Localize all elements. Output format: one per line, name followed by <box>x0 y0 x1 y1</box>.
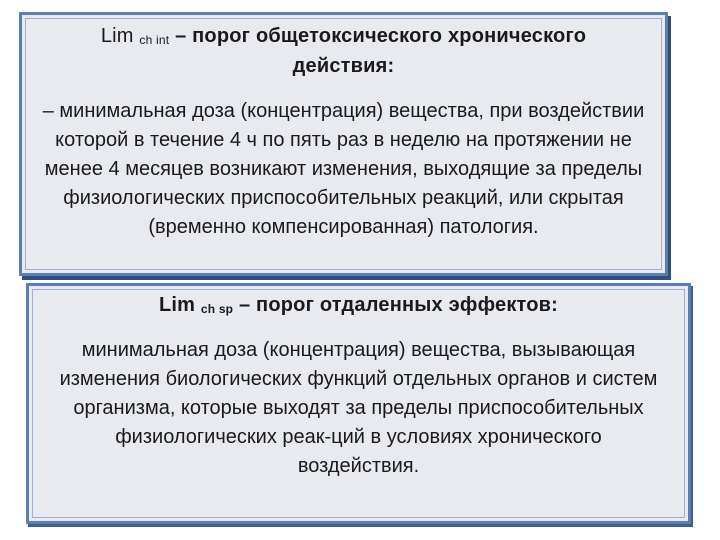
card-inner-frame <box>25 18 662 270</box>
card-inner-frame <box>32 289 685 518</box>
threshold-subscript: ch int <box>139 33 170 47</box>
definition-body: – минимальная доза (концентрация) вещества, при воздействии которой в течение 4 ч по пять раз в неделю на протяжении не менее 4 месяцев возникают изменения, выходящие за пределы физиологических приспособительных реакций, или скрытая (временно компенсированная) патология. <box>42 100 645 238</box>
threshold-symbol: Lim <box>100 25 134 47</box>
definition-card-chronic-threshold <box>19 12 668 276</box>
threshold-symbol: Lim <box>158 294 196 316</box>
definition-title: – порог отдаленных эффектов: <box>233 294 559 316</box>
definition-card-remote-effects <box>26 283 691 524</box>
definition-body: минимальная доза (концентрация) вещества, вызывающая изменения биологических функций отдельных органов и систем организма, которые выходят за пределы приспособительных физиологических реак-ций в условиях хронического воздействия. <box>59 339 658 477</box>
threshold-subscript: ch sp <box>200 302 234 316</box>
definition-title: – порог общетоксического хронического действия: <box>169 25 587 77</box>
